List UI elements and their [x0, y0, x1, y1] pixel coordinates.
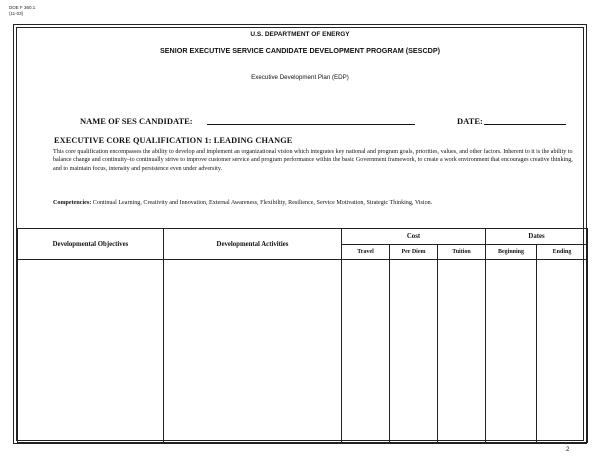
per-diem-cell[interactable] [390, 260, 438, 443]
form-revision: (11-03) [9, 10, 24, 16]
date-field[interactable] [484, 124, 566, 125]
program-title: SENIOR EXECUTIVE SERVICE CANDIDATE DEVELOPMENT PROGRAM (SESCDP) [159, 46, 441, 55]
header-developmental-objectives: Developmental Objectives [18, 229, 164, 260]
form-identifier [9, 5, 35, 16]
plan-subtitle: Executive Development Plan (EDP) [251, 74, 349, 81]
activities-cell[interactable] [164, 260, 342, 443]
tuition-cell[interactable] [438, 260, 486, 443]
date-label: DATE: [457, 116, 483, 126]
beginning-cell[interactable] [486, 260, 537, 443]
header-beginning: Beginning [486, 245, 537, 260]
table-row [18, 260, 588, 443]
ending-cell[interactable] [537, 260, 588, 443]
candidate-name-label: NAME OF SES CANDIDATE: [80, 116, 193, 126]
page-number: 2 [566, 447, 570, 453]
department-title: U.S. DEPARTMENT OF ENERGY [250, 31, 350, 38]
ecq-title: EXECUTIVE CORE QUALIFICATION 1: LEADING CHANGE [54, 136, 293, 145]
header-per-diem: Per Diem [390, 245, 438, 260]
form-frame [13, 24, 587, 444]
travel-cell[interactable] [342, 260, 390, 443]
development-plan-table [17, 228, 588, 443]
form-header [17, 28, 583, 229]
competencies-text: Continual Learning, Creativity and Innovation, External Awareness, Flexibility, Resilience, Service Motivation, Strategic Thinking, Vision. [91, 200, 433, 206]
candidate-name-field[interactable] [207, 124, 415, 125]
form-inner-border [16, 27, 584, 441]
header-dates-group: Dates [486, 229, 588, 245]
ecq-description: This core qualification encompasses the ability to develop and implement an organizational vision which integrates key national and program goals, priorities, values, and other factors. Inherent to it is the ability to balance change and continuity–to continually strive to improve customer service and program performance within the basic Government framework, to create a work environment that encourages creative thinking, and to maintain focus, intensity and persistence even under adversity. [53, 149, 573, 172]
header-tuition: Tuition [438, 245, 486, 260]
header-travel: Travel [342, 245, 390, 260]
header-ending: Ending [537, 245, 588, 260]
header-developmental-activities: Developmental Activities [164, 229, 342, 260]
objectives-cell[interactable] [18, 260, 164, 443]
competencies-label: Competencies: [53, 200, 92, 206]
competencies-paragraph [53, 199, 573, 207]
form-number: DOE F 360.1 [9, 5, 36, 10]
header-cost-group: Cost [342, 229, 486, 245]
